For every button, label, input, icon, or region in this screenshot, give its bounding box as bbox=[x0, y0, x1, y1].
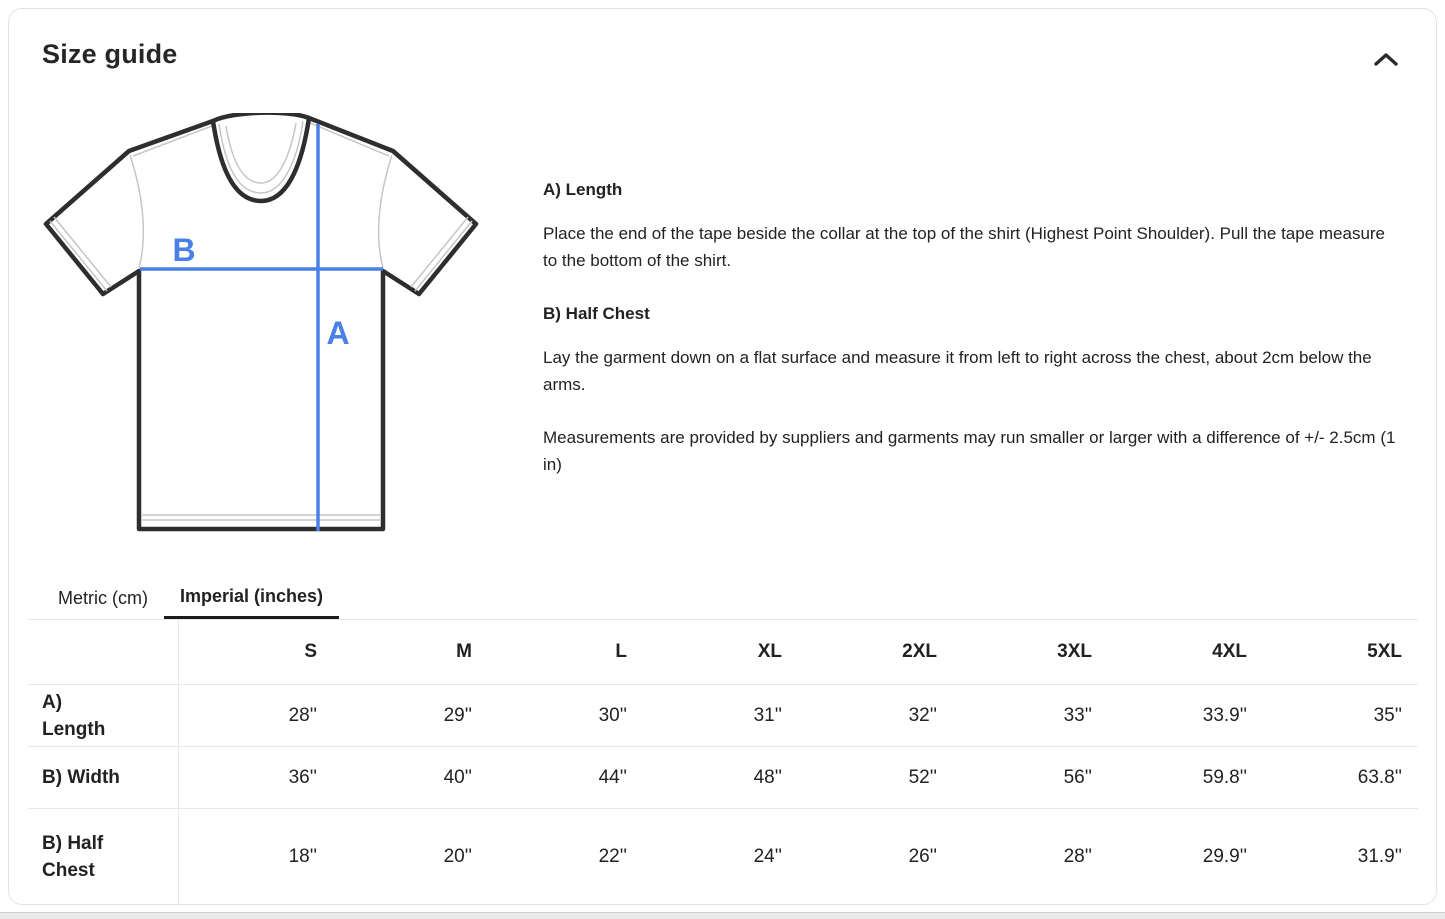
size-cell: 63.8'' bbox=[1357, 766, 1402, 788]
instruction-heading-length: A) Length bbox=[543, 180, 623, 199]
row-label-length: A) Length bbox=[28, 685, 178, 747]
collapse-button[interactable] bbox=[1363, 41, 1409, 79]
size-table bbox=[28, 619, 1418, 905]
size-cell: 52'' bbox=[908, 766, 937, 788]
size-cell: 20'' bbox=[443, 845, 472, 867]
size-cell: 32'' bbox=[908, 704, 937, 726]
row-label-half-chest: B) Half Chest bbox=[28, 809, 178, 905]
size-cell: 28'' bbox=[1063, 845, 1092, 867]
size-cell: 29'' bbox=[443, 704, 472, 726]
size-cell: 22'' bbox=[598, 845, 627, 867]
size-cell: 26'' bbox=[908, 845, 937, 867]
tab-metric[interactable]: Metric (cm) bbox=[42, 576, 164, 620]
unit-tabs bbox=[42, 576, 339, 620]
size-cell: 31'' bbox=[753, 704, 782, 726]
instruction-body-length: Place the end of the tape beside the collar at the top of the shirt (Highest Point Shoulder). Pull the tape measure to the bottom of the shirt. bbox=[543, 224, 1386, 270]
row-label-width: B) Width bbox=[28, 747, 178, 809]
table-row-length bbox=[28, 685, 1418, 747]
table-row-half-chest bbox=[28, 809, 1418, 905]
size-cell: 33'' bbox=[1063, 704, 1092, 726]
size-col-header-2xl: 2XL bbox=[902, 641, 937, 662]
label-b: B bbox=[172, 232, 196, 268]
page-title: Size guide bbox=[42, 39, 178, 69]
instruction-body-half-chest: Lay the garment down on a flat surface and measure it from left to right across the chest, about 2cm below the arms. bbox=[543, 348, 1372, 394]
size-cell: 36'' bbox=[288, 766, 317, 788]
label-a: A bbox=[326, 315, 350, 351]
size-col-header-5xl: 5XL bbox=[1367, 641, 1402, 662]
instruction-heading-half-chest: B) Half Chest bbox=[543, 304, 650, 323]
size-cell: 30'' bbox=[598, 704, 627, 726]
size-cell: 44'' bbox=[598, 766, 627, 788]
size-cell: 35'' bbox=[1373, 704, 1402, 726]
size-col-header-m: M bbox=[456, 641, 472, 662]
size-cell: 18'' bbox=[288, 845, 317, 867]
tshirt-measurement-diagram bbox=[41, 113, 481, 533]
chevron-up-icon bbox=[1369, 46, 1403, 75]
size-col-header-xl: XL bbox=[757, 641, 782, 662]
measurement-instructions bbox=[543, 176, 1399, 504]
size-cell: 31.9'' bbox=[1357, 845, 1402, 867]
measurement-disclaimer: Measurements are provided by suppliers and garments may run smaller or larger with a difference of +/- 2.5cm (1 in) bbox=[543, 428, 1396, 474]
size-table-header-row bbox=[28, 620, 1418, 685]
table-row-width bbox=[28, 747, 1418, 809]
page-section-divider bbox=[0, 912, 1445, 919]
size-cell: 59.8'' bbox=[1202, 766, 1247, 788]
size-cell: 56'' bbox=[1063, 766, 1092, 788]
size-cell: 28'' bbox=[288, 704, 317, 726]
tshirt-illustration bbox=[41, 113, 481, 533]
size-col-header-3xl: 3XL bbox=[1057, 641, 1092, 662]
size-cell: 29.9'' bbox=[1202, 845, 1247, 867]
size-cell: 24'' bbox=[753, 845, 782, 867]
size-cell: 33.9'' bbox=[1202, 704, 1247, 726]
size-col-header-s: S bbox=[304, 641, 317, 662]
size-cell: 48'' bbox=[753, 766, 782, 788]
size-col-header-l: L bbox=[615, 641, 627, 662]
table-corner-cell bbox=[28, 620, 178, 685]
tab-imperial[interactable]: Imperial (inches) bbox=[164, 576, 339, 620]
size-guide-card bbox=[8, 8, 1437, 905]
size-cell: 40'' bbox=[443, 766, 472, 788]
size-col-header-4xl: 4XL bbox=[1212, 641, 1247, 662]
